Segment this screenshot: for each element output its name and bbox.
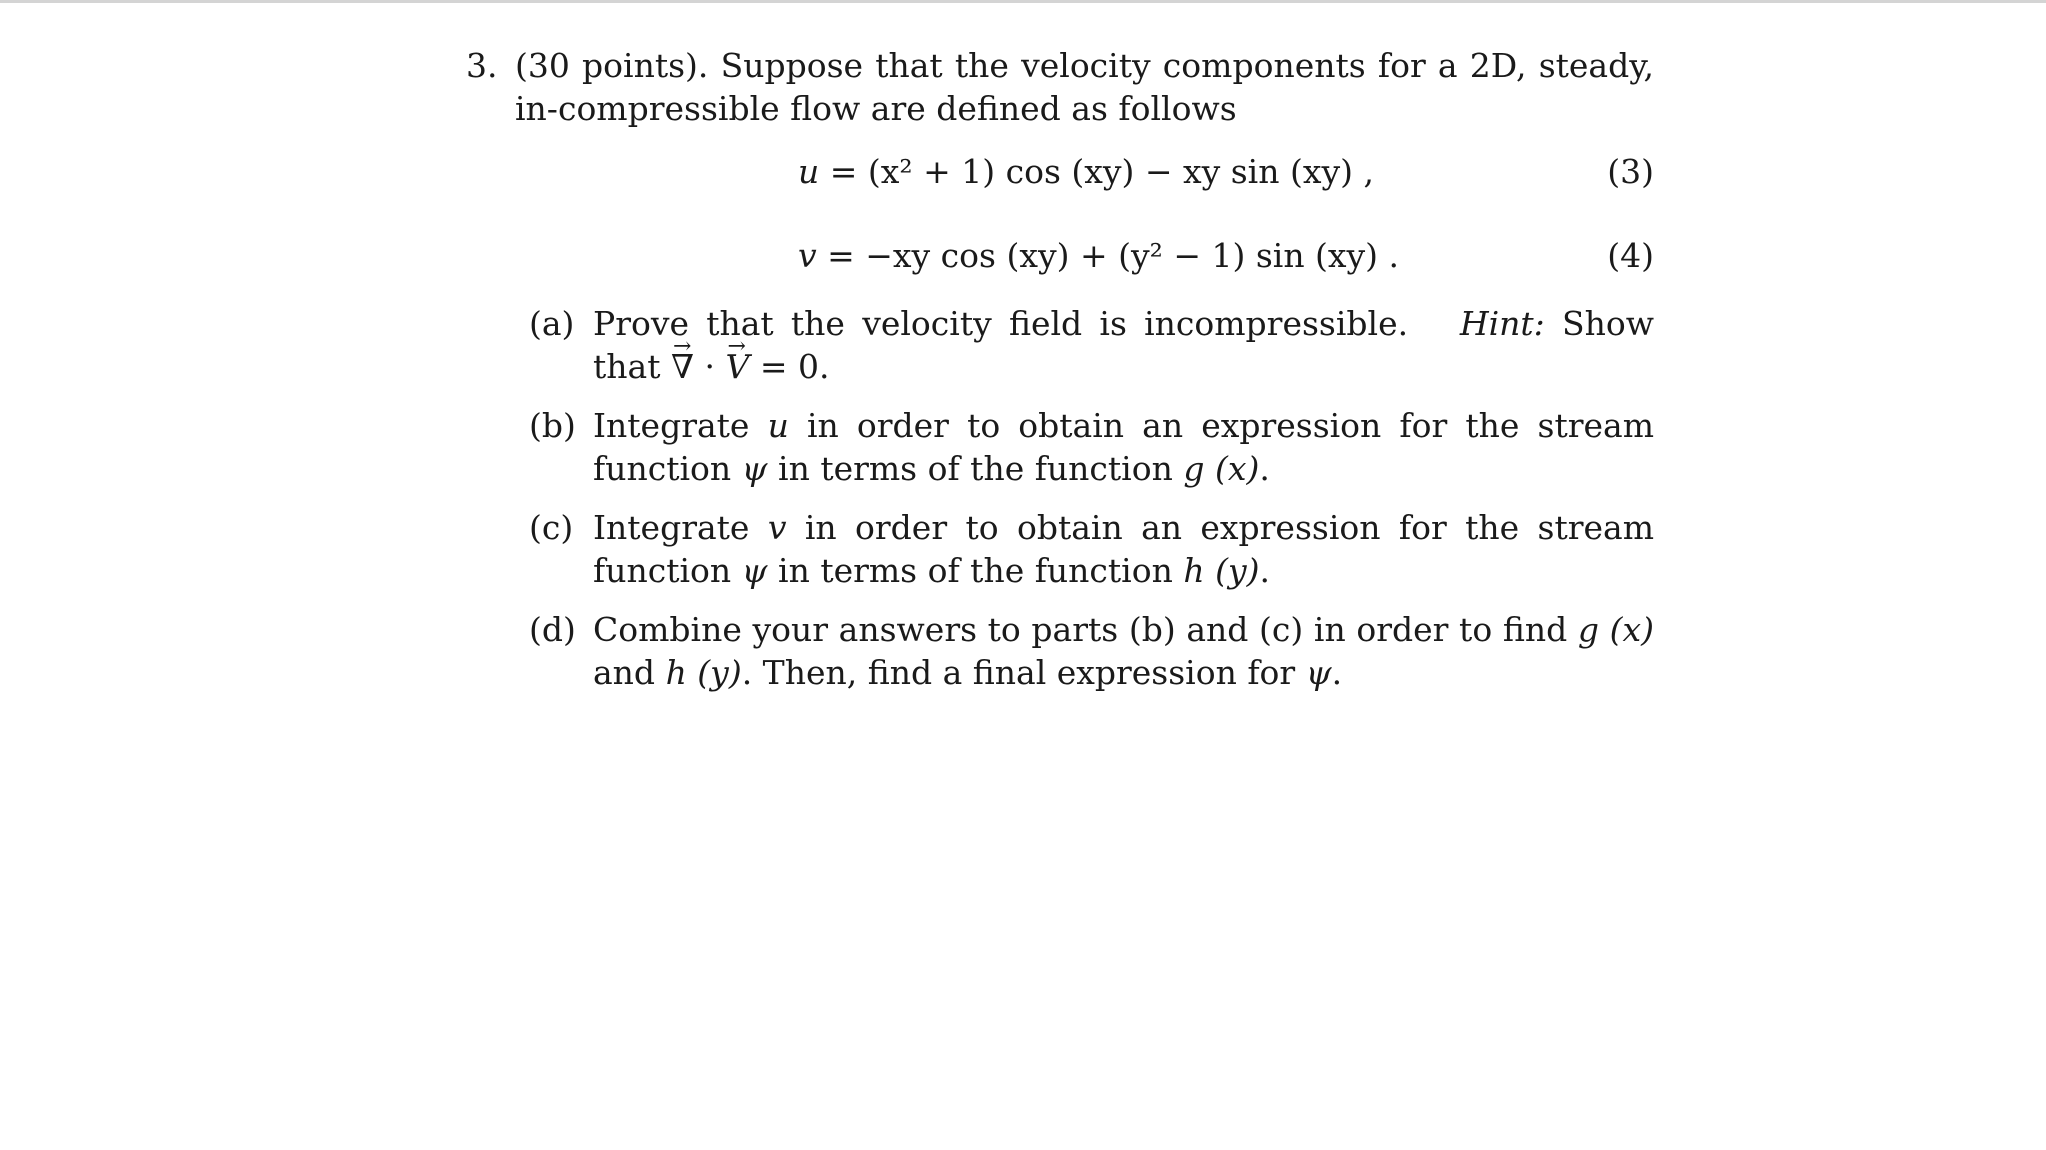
part-c: [466, 506, 1654, 592]
equation-4: [466, 214, 1654, 298]
part-c-end: .: [1259, 551, 1270, 590]
top-border: [0, 0, 2046, 3]
part-c-text: Integrate: [593, 508, 750, 547]
equation-4-rhs: = −xy cos (xy) + (y² − 1) sin (xy) .: [816, 236, 1400, 275]
part-d-func-g: g (x): [1577, 610, 1654, 649]
part-d-func-h: h (y): [665, 653, 742, 692]
problem-intro: [466, 44, 1654, 130]
part-a-dot: ·: [694, 347, 726, 386]
part-b-end: .: [1259, 449, 1270, 488]
problem-3: [466, 44, 1654, 710]
part-a-tail: = 0.: [749, 347, 830, 386]
part-a-text: Prove that the velocity field is incompressible.: [593, 304, 1409, 343]
part-b-text-b: in order to obtain an expression for the stream function: [593, 406, 1655, 488]
equation-3-rhs: = (x² + 1) cos (xy) − xy sin (xy) ,: [819, 152, 1374, 191]
part-a-text-b: Show that: [593, 304, 1654, 386]
part-d-text-b: . Then, find a final expression for: [741, 653, 1296, 692]
part-c-psi: ψ: [741, 551, 768, 590]
problem-number: 3.: [466, 46, 498, 85]
part-a-hint-label: Hint:: [1459, 304, 1545, 343]
part-a: [466, 302, 1654, 388]
part-b: [466, 404, 1654, 490]
equation-3-number: (3): [1607, 152, 1654, 191]
part-b-var: u: [767, 406, 789, 445]
part-d: [466, 608, 1654, 694]
part-d-psi: ψ: [1305, 653, 1332, 692]
equation-3-lhs: u: [798, 152, 820, 191]
part-d-text: Combine your answers to parts (b) and (c) in order to find: [593, 610, 1568, 649]
part-d-and: and: [593, 653, 656, 692]
part-b-label: (b): [529, 406, 576, 445]
part-c-text-b: in order to obtain an expression for the stream function: [593, 508, 1654, 590]
part-d-end: .: [1331, 653, 1343, 692]
part-a-vector: → V: [725, 345, 749, 388]
part-a-label: (a): [529, 304, 575, 343]
part-c-label: (c): [529, 508, 574, 547]
part-a-nabla: → ∇: [671, 345, 694, 388]
part-c-text-c: in terms of the function: [778, 551, 1173, 590]
parts-list: [466, 302, 1654, 694]
part-b-psi: ψ: [741, 449, 768, 488]
problem-intro-text: (30 points). Suppose that the velocity components for a 2D, steady, in-compressible flow are defined as follows: [515, 46, 1654, 128]
part-c-var: v: [767, 508, 787, 547]
part-b-text: Integrate: [593, 406, 750, 445]
equation-4-lhs: v: [798, 236, 817, 275]
part-b-func: g (x): [1183, 449, 1260, 488]
equation-3: [466, 130, 1654, 214]
equation-3-body: [798, 150, 1374, 193]
equation-4-number: (4): [1607, 236, 1654, 275]
part-d-label: (d): [529, 610, 576, 649]
part-c-func: h (y): [1183, 551, 1260, 590]
equation-4-body: [798, 234, 1399, 277]
part-b-text-c: in terms of the function: [778, 449, 1173, 488]
part-a-formula: [671, 347, 830, 386]
